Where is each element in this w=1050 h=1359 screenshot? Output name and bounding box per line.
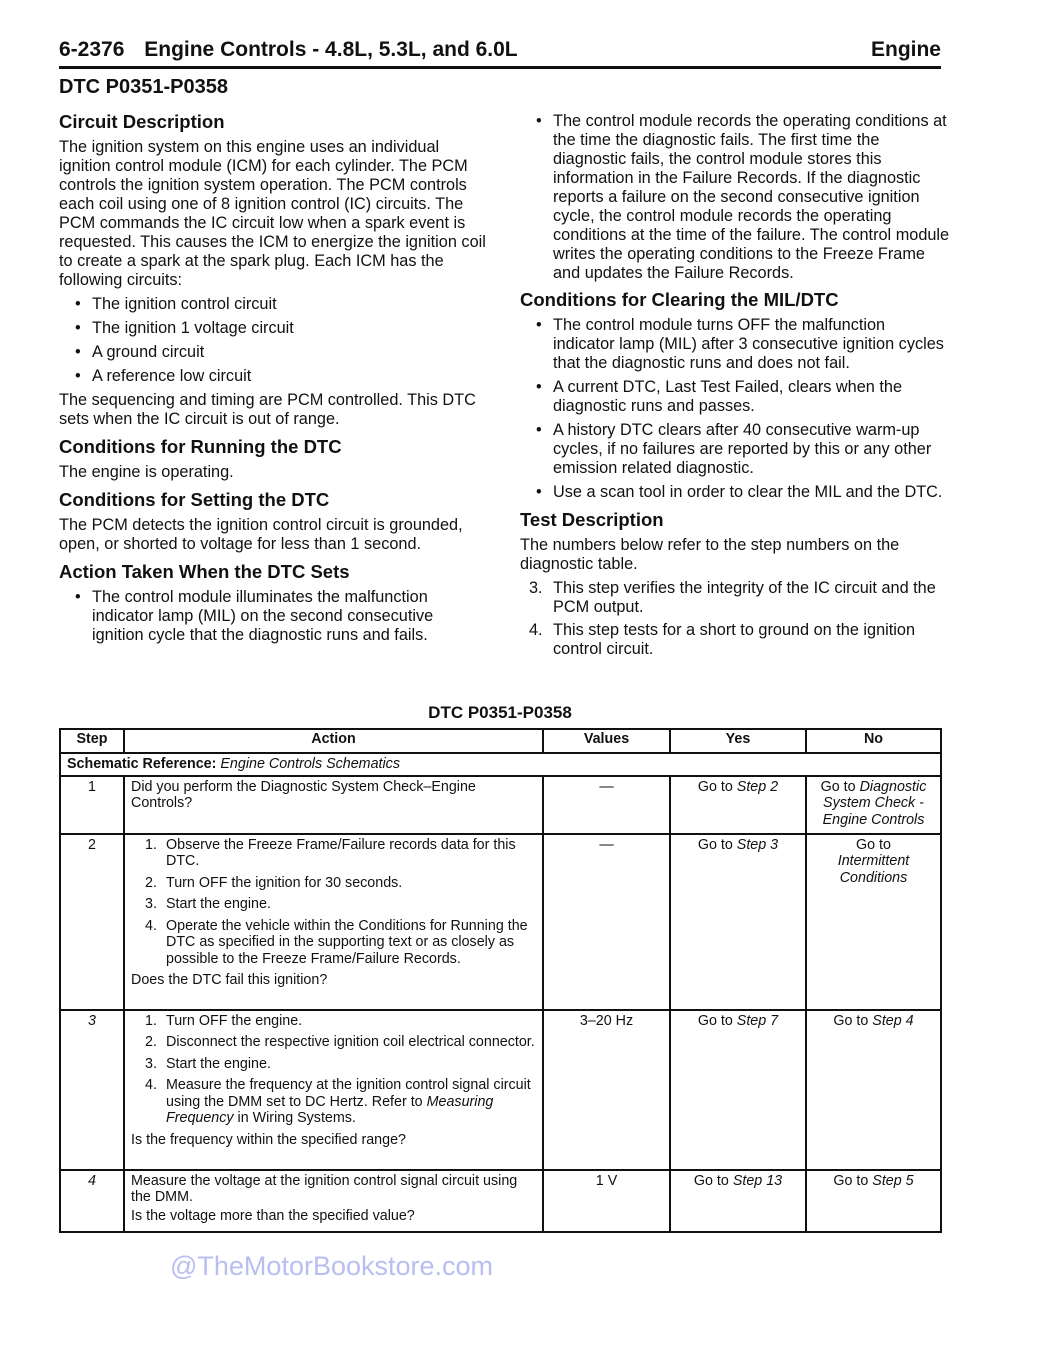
schematic-reference-row xyxy=(60,753,941,776)
circuit-description-heading: Circuit Description xyxy=(59,111,225,132)
yes-link[interactable]: Step 13 xyxy=(732,1172,783,1189)
list-item: • Use a scan tool in order to clear the MIL and the DTC. xyxy=(520,483,950,502)
yes-cell xyxy=(670,1170,806,1232)
left-column xyxy=(59,110,489,651)
action-taken-list-continued xyxy=(520,112,950,283)
no-link[interactable]: Intermittent Conditions xyxy=(837,853,910,886)
action-taken-section xyxy=(59,560,489,645)
action-taken-heading: Action Taken When the DTC Sets xyxy=(59,561,350,582)
page-number: 6-2376 xyxy=(59,38,125,61)
schematic-reference-cell xyxy=(60,753,941,776)
circuit-description-text-2: The sequencing and timing are PCM controlled. This DTC sets when the IC circuit is out of range. xyxy=(59,391,476,428)
measuring-frequency-link[interactable]: Measuring Frequency xyxy=(166,1093,494,1126)
yes-link[interactable]: Step 2 xyxy=(736,778,779,795)
substep-list xyxy=(131,1013,536,1127)
yes-cell xyxy=(670,776,806,834)
no-prefix: Go to xyxy=(833,1012,873,1029)
yes-prefix: Go to xyxy=(693,1172,733,1189)
conditions-clearing-list xyxy=(520,316,950,502)
substep xyxy=(131,1056,536,1073)
no-prefix: Go to xyxy=(856,836,891,853)
substep-text: Disconnect the respective ignition coil electrical connector. xyxy=(166,1034,535,1050)
section-title: Engine Controls - 4.8L, 5.3L, and 6.0L xyxy=(144,38,518,61)
column-header-yes: Yes xyxy=(670,729,806,753)
no-link[interactable]: Step 4 xyxy=(872,1012,914,1029)
right-column xyxy=(520,112,950,665)
test-description-heading: Test Description xyxy=(520,509,664,530)
substep xyxy=(131,1013,536,1030)
schematic-reference-label: Schematic Reference: xyxy=(67,756,217,772)
column-header-action: Action xyxy=(124,729,543,753)
step-number: 2 xyxy=(60,834,124,1010)
list-item: • The control module turns OFF the malfunction indicator lamp (MIL) after 3 consecutive ignition cycles that the diagnostic runs and does not fail. xyxy=(520,316,950,373)
yes-cell xyxy=(670,834,806,1010)
yes-prefix: Go to xyxy=(697,836,737,853)
action-cell xyxy=(124,834,543,1010)
table-header-row xyxy=(60,729,941,753)
substep-number: 1. xyxy=(145,836,157,853)
no-link[interactable]: Diagnostic System Check - Engine Controls xyxy=(822,778,927,828)
schematic-reference-link[interactable]: Engine Controls Schematics xyxy=(220,756,400,772)
substep-text-after: in Wiring Systems. xyxy=(233,1110,356,1126)
action-text: Measure the voltage at the ignition control signal circuit using the DMM. xyxy=(131,1172,518,1205)
circuit-list xyxy=(59,295,489,386)
column-header-step: Step xyxy=(60,729,124,753)
substep-text: Operate the vehicle within the Conditions for Running the DTC as specified in the supporting text or as closely as possible to the Freeze Frame/Failure Records. xyxy=(166,917,528,967)
page-header xyxy=(59,36,941,69)
step-question: Does the DTC fail this ignition? xyxy=(131,972,328,988)
no-cell xyxy=(806,1170,941,1232)
list-item: • The ignition control circuit xyxy=(59,295,489,314)
substep-number: 3. xyxy=(145,896,157,912)
value-cell: — xyxy=(543,834,670,1010)
table-row xyxy=(60,776,941,834)
item-text: This step verifies the integrity of the IC circuit and the PCM output. xyxy=(553,579,936,616)
conditions-setting-text: The PCM detects the ignition control circuit is grounded, open, or shorted to voltage for less than 1 second. xyxy=(59,516,463,553)
substep-text: Observe the Freeze Frame/Failure records data for this DTC. xyxy=(166,836,516,869)
action-cell xyxy=(124,1010,543,1170)
list-item: • A ground circuit xyxy=(59,343,489,362)
list-item: • A history DTC clears after 40 consecutive warm-up cycles, if no failures are reported by this or any other emission related diagnostic. xyxy=(520,421,950,478)
item-number: 3. xyxy=(529,579,543,597)
test-description-list xyxy=(520,579,950,659)
yes-cell xyxy=(670,1010,806,1170)
list-item: • A current DTC, Last Test Failed, clears when the diagnostic runs and passes. xyxy=(520,378,950,416)
action-cell: Did you perform the Diagnostic System Check–Engine Controls? xyxy=(124,776,543,834)
substep-text: Measure the frequency at the ignition control signal circuit using the DMM set to DC Hertz. Refer to xyxy=(166,1077,531,1110)
no-cell xyxy=(806,834,941,1010)
substep-text: Start the engine. xyxy=(166,896,271,912)
document-title: DTC P0351-P0358 xyxy=(59,76,228,98)
yes-link[interactable]: Step 7 xyxy=(736,1012,779,1029)
substep xyxy=(131,896,536,913)
diagnostic-table xyxy=(59,728,942,1233)
step-question: Is the voltage more than the specified value? xyxy=(131,1207,415,1224)
chapter-title: Engine xyxy=(870,38,941,61)
table-row xyxy=(60,1170,941,1232)
list-item: • The ignition 1 voltage circuit xyxy=(59,319,489,338)
substep-text: Start the engine. xyxy=(166,1055,271,1072)
conditions-running-text: The engine is operating. xyxy=(59,463,234,481)
no-cell xyxy=(806,776,941,834)
no-link[interactable]: Step 5 xyxy=(872,1172,914,1189)
value-cell: — xyxy=(543,776,670,834)
conditions-setting-section xyxy=(59,488,489,554)
step-question: Is the frequency within the specified range? xyxy=(131,1131,406,1148)
action-cell xyxy=(124,1170,543,1232)
substep xyxy=(131,918,536,968)
watermark: @TheMotorBookstore.com xyxy=(170,1251,494,1281)
value-cell: 1 V xyxy=(543,1170,670,1232)
list-item: • The control module illuminates the malfunction indicator lamp (MIL) on the second consecutive ignition cycle that the diagnostic runs and fails. xyxy=(59,588,489,645)
step-number: 3 xyxy=(60,1010,124,1170)
substep xyxy=(131,875,536,892)
substep-list xyxy=(131,837,536,968)
yes-prefix: Go to xyxy=(697,1012,737,1029)
no-prefix: Go to xyxy=(833,1172,873,1189)
substep-text: Turn OFF the engine. xyxy=(166,1012,303,1029)
action-taken-list xyxy=(59,588,489,645)
item-number: 4. xyxy=(529,621,543,639)
substep-number: 2. xyxy=(145,874,157,891)
column-header-no: No xyxy=(806,729,941,753)
step-number: 4 xyxy=(60,1170,124,1232)
list-item xyxy=(520,579,950,617)
substep-number: 2. xyxy=(145,1034,157,1050)
table-row xyxy=(60,1010,941,1170)
test-description-intro: The numbers below refer to the step numbers on the diagnostic table. xyxy=(520,536,900,573)
list-item xyxy=(520,621,950,659)
no-cell xyxy=(806,1010,941,1170)
table-title: DTC P0351-P0358 xyxy=(428,703,572,722)
table-row xyxy=(60,834,941,1010)
header-left xyxy=(59,38,518,66)
substep-number: 4. xyxy=(145,917,157,934)
substep xyxy=(131,1034,536,1051)
substep xyxy=(131,1077,536,1127)
list-item: • The control module records the operating conditions at the time the diagnostic fails. The first time the diagnostic fails, the control module stores this information in the Failure Records. If the diagnostic reports a failure on the second consecutive ignition cycle, the control module records the operating conditions at the time of the failure. The control module writes the operating conditions to the Freeze Frame and updates the Failure Records. xyxy=(520,112,950,283)
value-cell: 3–20 Hz xyxy=(543,1010,670,1170)
test-description-section xyxy=(520,508,950,659)
conditions-setting-heading: Conditions for Setting the DTC xyxy=(59,489,330,510)
step-number: 1 xyxy=(60,776,124,834)
conditions-clearing-section xyxy=(520,288,950,502)
conditions-running-section xyxy=(59,435,489,482)
substep-text: Turn OFF the ignition for 30 seconds. xyxy=(166,874,403,891)
conditions-running-heading: Conditions for Running the DTC xyxy=(59,436,342,457)
no-prefix: Go to xyxy=(820,778,860,795)
item-text: This step tests for a short to ground on the ignition control circuit. xyxy=(553,621,916,658)
yes-link[interactable]: Step 3 xyxy=(736,836,779,853)
substep xyxy=(131,837,536,870)
substep-number: 1. xyxy=(145,1012,157,1029)
substep-number: 4. xyxy=(145,1077,157,1093)
column-header-values: Values xyxy=(543,729,670,753)
circuit-description-section xyxy=(59,110,489,429)
list-item: • A reference low circuit xyxy=(59,367,489,386)
substep-number: 3. xyxy=(145,1055,157,1072)
conditions-clearing-heading: Conditions for Clearing the MIL/DTC xyxy=(520,289,839,310)
circuit-description-text: The ignition system on this engine uses an individual ignition control module (ICM) for each cylinder. The PCM controls the ignition system operation. The PCM controls each coil using one of 8 ignition control (IC) circuits. The PCM commands the IC circuit low when a spark event is requested. This causes the ICM to energize the ignition coil to create a spark at the spark plug. Each ICM has the following circuits: xyxy=(59,138,486,289)
yes-prefix: Go to xyxy=(697,778,737,795)
